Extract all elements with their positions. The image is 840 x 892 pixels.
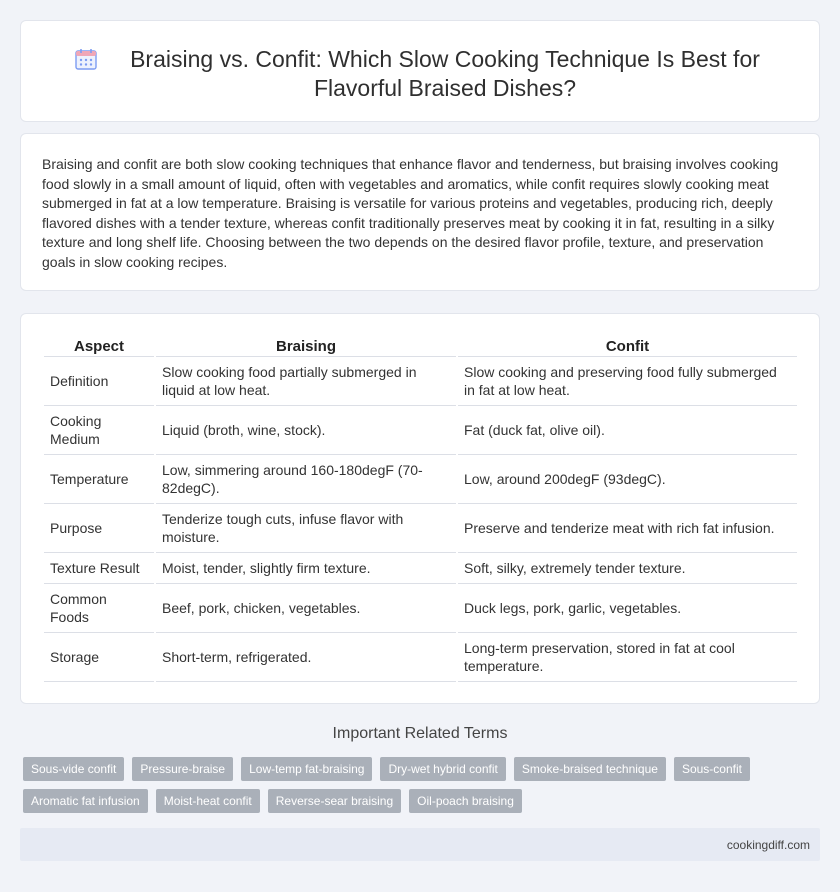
table-cell-aspect: Definition — [44, 357, 154, 406]
table-cell-confit: Slow cooking and preserving food fully submerged in fat at low heat. — [458, 357, 797, 406]
footer-site[interactable]: cookingdiff.com — [726, 838, 810, 852]
table-row — [44, 553, 797, 584]
header-aspect: Aspect — [44, 335, 154, 357]
table-row — [44, 406, 797, 455]
table-row — [44, 357, 797, 406]
table-cell-confit: Duck legs, pork, garlic, vegetables. — [458, 584, 797, 633]
table-cell-braising: Beef, pork, chicken, vegetables. — [156, 584, 456, 633]
related-term-tag[interactable]: Sous-confit — [674, 757, 750, 781]
tag-row — [23, 757, 813, 781]
table-cell-confit: Low, around 200degF (93degC). — [458, 455, 797, 504]
related-term-tag[interactable]: Pressure-braise — [132, 757, 233, 781]
related-term-tag[interactable]: Oil-poach braising — [409, 789, 522, 813]
table-cell-braising: Liquid (broth, wine, stock). — [156, 406, 456, 455]
related-term-tag[interactable]: Sous-vide confit — [23, 757, 124, 781]
table-cell-confit: Preserve and tenderize meat with rich fat infusion. — [458, 504, 797, 553]
table-cell-braising: Slow cooking food partially submerged in liquid at low heat. — [156, 357, 456, 406]
tag-row — [23, 789, 813, 813]
table-row — [44, 584, 797, 633]
related-term-tag[interactable]: Dry-wet hybrid confit — [380, 757, 505, 781]
related-term-tag[interactable]: Moist-heat confit — [156, 789, 260, 813]
page-title: Braising vs. Confit: Which Slow Cooking Technique Is Best for Flavorful Braised Dishes? — [130, 46, 760, 101]
related-term-tag[interactable]: Reverse-sear braising — [268, 789, 401, 813]
table-cell-braising: Short-term, refrigerated. — [156, 633, 456, 682]
table-cell-aspect: Purpose — [44, 504, 154, 553]
table-row — [44, 504, 797, 553]
title-card — [20, 20, 820, 122]
table-cell-aspect: Temperature — [44, 455, 154, 504]
comparison-table-card — [20, 313, 820, 704]
table-cell-braising: Low, simmering around 160-180degF (70-82degC). — [156, 455, 456, 504]
header-confit: Confit — [458, 335, 797, 357]
related-term-tag[interactable]: Aromatic fat infusion — [23, 789, 148, 813]
intro-card — [20, 133, 820, 291]
table-cell-braising: Moist, tender, slightly firm texture. — [156, 553, 456, 584]
header-braising: Braising — [156, 335, 456, 357]
table-cell-confit: Long-term preservation, stored in fat at cool temperature. — [458, 633, 797, 682]
related-term-tag[interactable]: Smoke-braised technique — [514, 757, 666, 781]
table-cell-confit: Soft, silky, extremely tender texture. — [458, 553, 797, 584]
related-term-tag[interactable]: Low-temp fat-braising — [241, 757, 372, 781]
table-cell-confit: Fat (duck fat, olive oil). — [458, 406, 797, 455]
comparison-table — [42, 335, 799, 682]
table-cell-aspect: Cooking Medium — [44, 406, 154, 455]
table-cell-aspect: Storage — [44, 633, 154, 682]
related-terms-list — [23, 757, 813, 821]
table-header-row — [44, 335, 797, 357]
footer — [20, 828, 820, 861]
table-row — [44, 633, 797, 682]
intro-paragraph: Braising and confit are both slow cooking techniques that enhance flavor and tenderness, but braising involves cooking food slowly in a small amount of liquid, often with vegetables and aromatics, while confit requires slowly cooking meat submerged in fat at a low temperature. Braising is versatile for various proteins and vegetables, producing rich, deeply flavored dishes with a tender texture, whereas confit traditionally preserves meat by cooking it in fat, resulting in a silky texture and long shelf life. Choosing between the two depends on the desired flavor profile, texture, and preservation goals in slow cooking recipes. — [42, 156, 779, 270]
related-terms-heading: Important Related Terms — [332, 725, 508, 742]
table-cell-aspect: Common Foods — [44, 584, 154, 633]
table-row — [44, 455, 797, 504]
table-cell-aspect: Texture Result — [44, 553, 154, 584]
table-cell-braising: Tenderize tough cuts, infuse flavor with moisture. — [156, 504, 456, 553]
